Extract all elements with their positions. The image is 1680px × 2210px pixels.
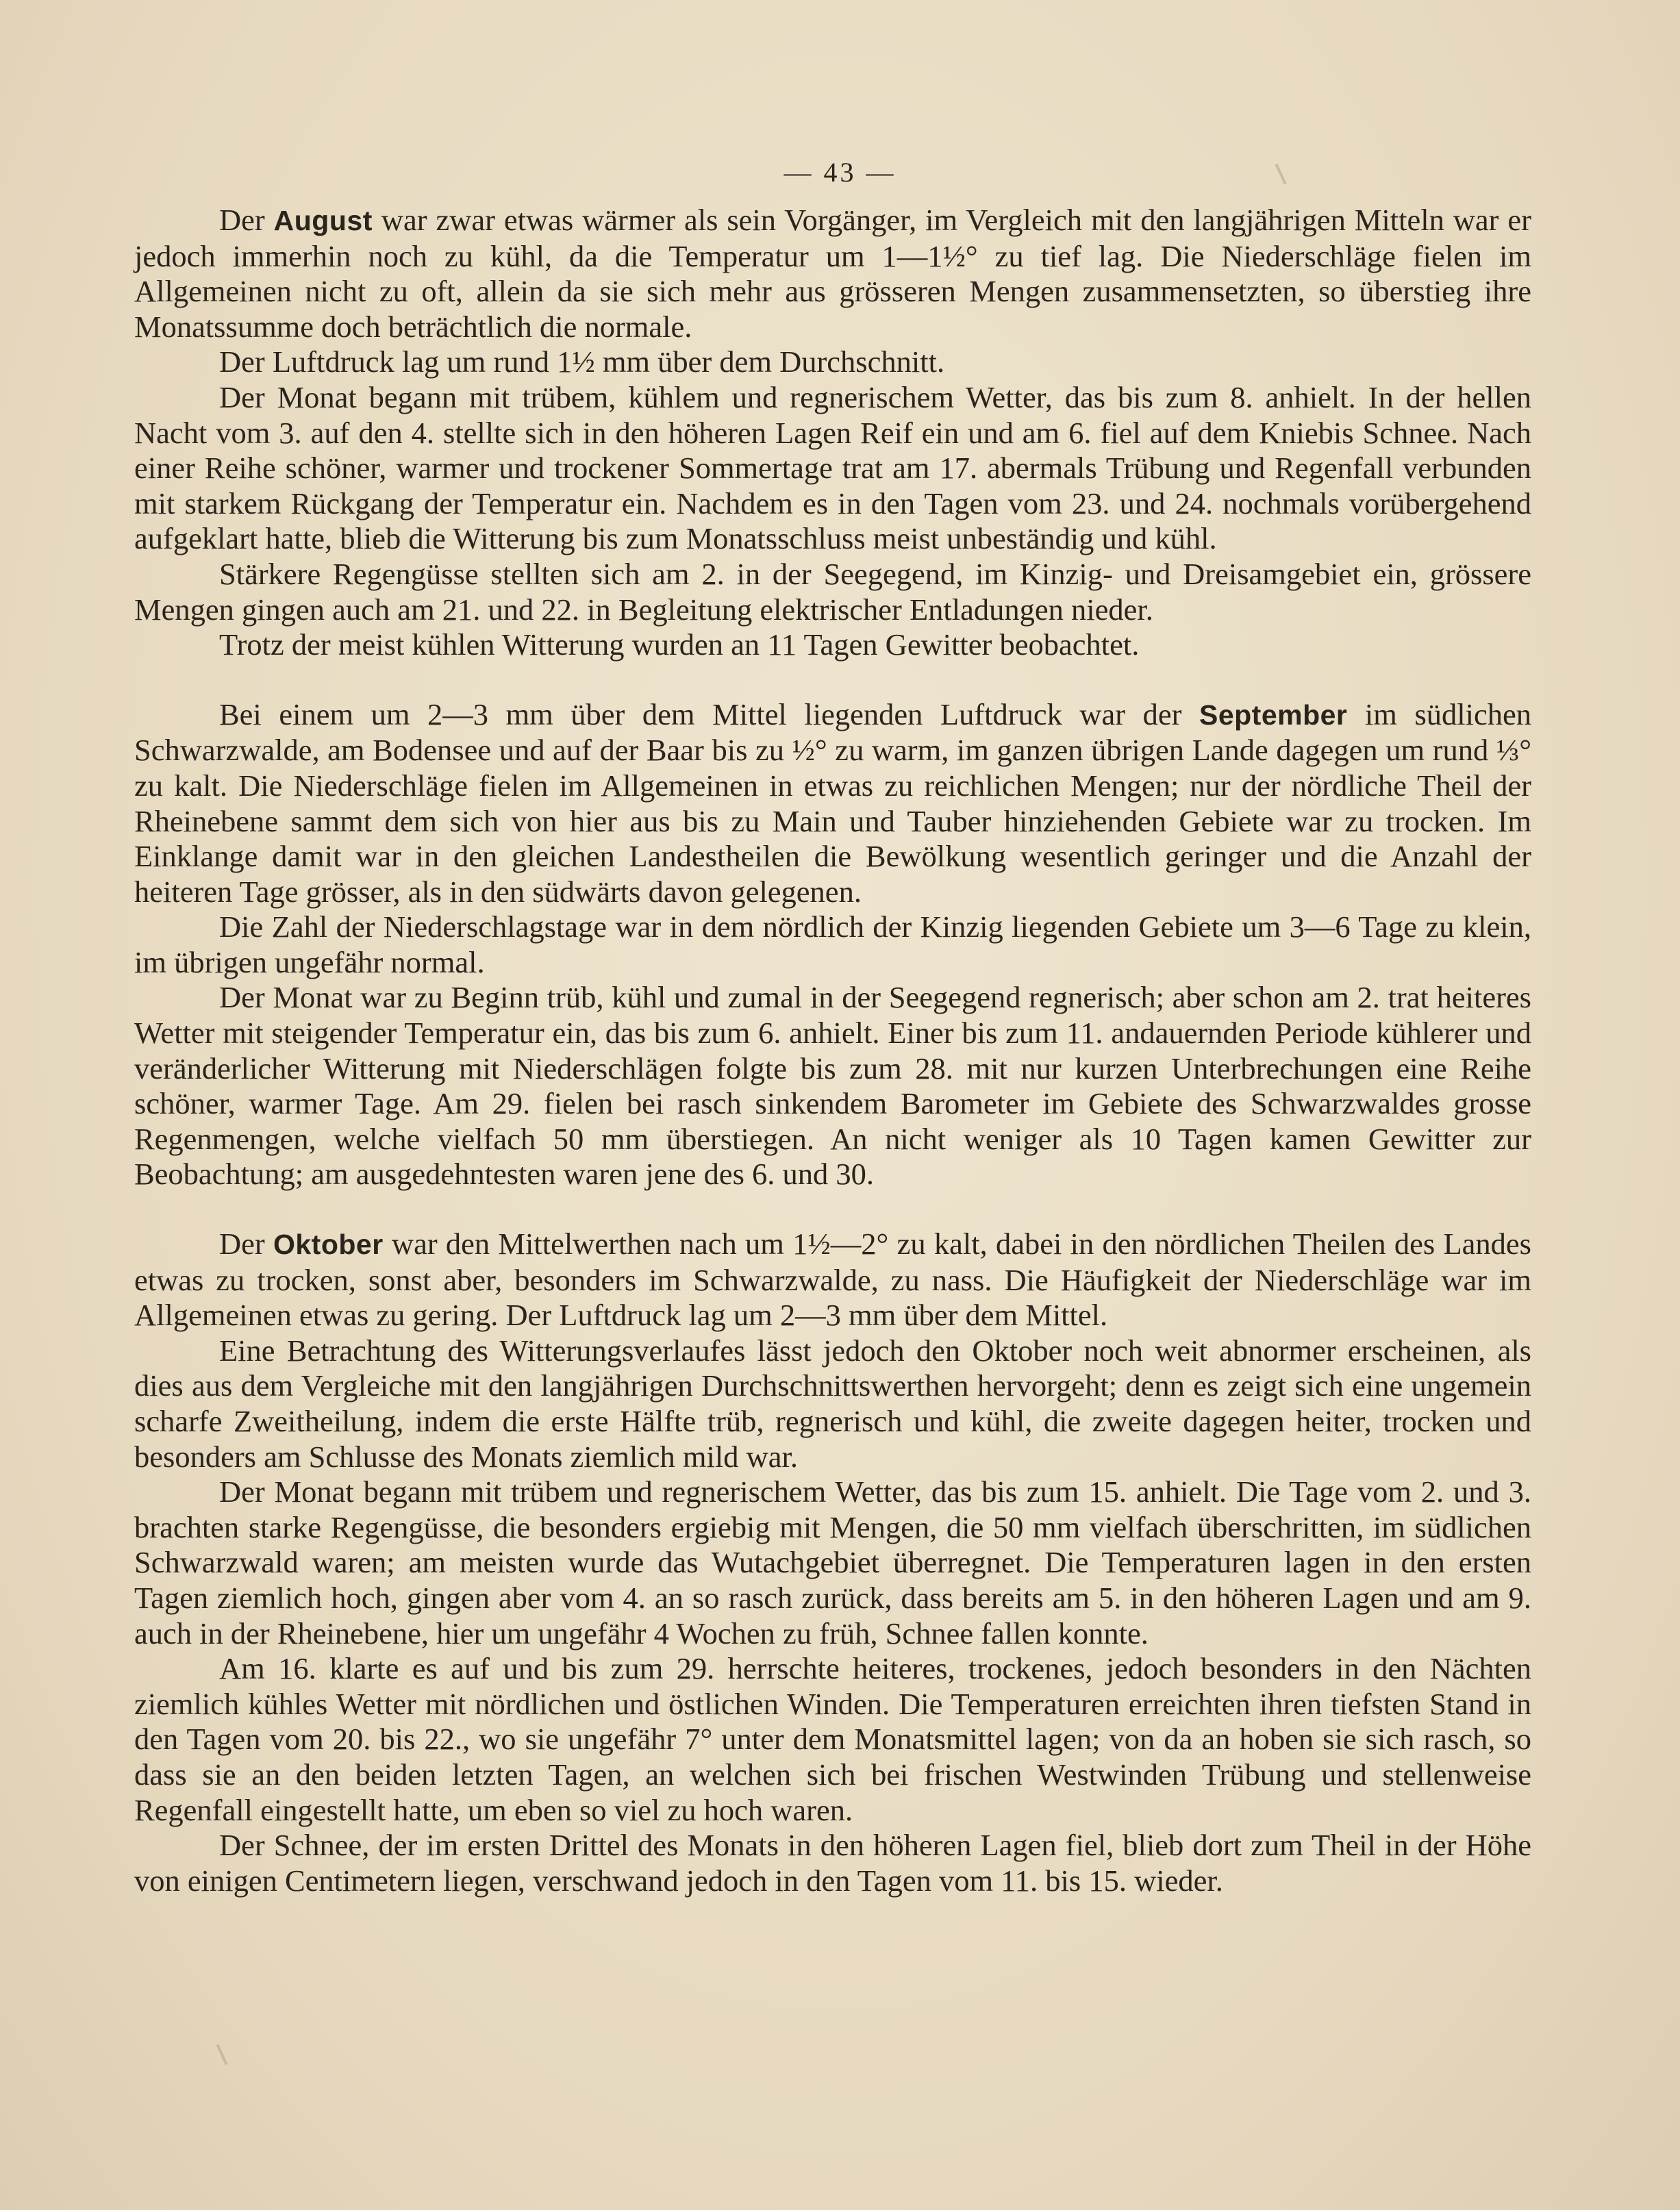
paragraph — [134, 203, 1531, 344]
text-run: im südlichen Schwarzwalde, am Bodensee und auf der Baar bis zu ½° zu warm, im ganzen übrigen Lande dagegen um rund ⅓° zu kalt. Die Niederschläge fielen im Allgemeinen in etwas zu reichlichen Mengen; nur der nördliche Theil der Rheinebene sammt dem sich von hier aus bis zu Main und Tauber hinziehenden Gebiete war zu trocken. Im Einklange damit war in den gleichen Landestheilen die Bewölkung wesentlich geringer und die Anzahl der heiteren Tage grösser, als in den südwärts davon gelegenen. — [134, 696, 1531, 909]
month-heading: Oktober — [273, 1229, 384, 1261]
text-run: war den Mittelwerthen nach um 1½—2° zu kalt, dabei in den nördlichen Theilen des Landes etwas zu trocken, sonst aber, besonders im Schwarzwalde, zu nass. Die Häufigkeit der Niederschläge war im Allgemeinen etwas zu gering. Der Luftdruck lag um 2—3 mm über dem Mittel. — [134, 1227, 1531, 1333]
text-run: Bei einem um 2—3 mm über dem Mittel liegenden Luftdruck war der — [219, 696, 1199, 731]
text-run: war zwar etwas wärmer als sein Vorgänger, im Vergleich mit den langjährigen Mitteln war er jedoch immerhin noch zu kühl, da die Temperatur um 1—1½° zu tief lag. Die Niederschläge fielen im Allgemeinen nicht zu oft, allein da sie sich mehr aus grösseren Mengen zusammensetzten, so überstieg ihre Monatssumme doch beträchtlich die normale. — [134, 203, 1531, 344]
paragraph: Der Schnee, der im ersten Drittel des Monats in den höheren Lagen fiel, blieb dort zum Theil in der Höhe von einigen Centimetern liegen, verschwand jedoch in den Tagen vom 11. bis 15. wieder. — [134, 1828, 1531, 1898]
paragraph: Am 16. klarte es auf und bis zum 29. herrschte heiteres, trockenes, jedoch besonders in den Nächten ziemlich kühles Wetter mit nördlichen und östlichen Winden. Die Temperaturen erreichten ihren tiefsten Stand in den Tagen vom 20. bis 22., wo sie ungefähr 7° unter dem Monatsmittel lagen; von da an hoben sie sich rasch, so dass sie an den beiden letzten Tagen, an welchen sich bei frischen Westwinden Trübung und stellenweise Regenfall eingestellt hatte, um eben so viel zu hoch waren. — [134, 1651, 1531, 1827]
paragraph: Der Monat begann mit trübem, kühlem und regnerischem Wetter, das bis zum 8. anhielt. In der hellen Nacht vom 3. auf den 4. stellte sich in den höheren Lagen Reif ein und am 6. fiel auf dem Kniebis Schnee. Nach einer Reihe schöner, warmer und trockener Sommertage trat am 17. abermals Trübung und Regenfall verbunden mit starkem Rückgang der Temperatur ein. Nachdem es in den Tagen vom 23. und 24. nochmals vorübergehend aufgeklart hatte, blieb die Witterung bis zum Monatsschluss meist unbeständig und kühl. — [134, 379, 1531, 556]
page-number: — 43 — — [783, 157, 897, 188]
section-august — [134, 203, 1531, 663]
text-run: Der — [219, 1227, 273, 1261]
paragraph: Die Zahl der Niederschlagstage war in dem nördlich der Kinzig liegenden Gebiete um 3—6 Tage zu klein, im übrigen ungefähr normal. — [134, 909, 1531, 979]
paragraph — [134, 697, 1531, 910]
paragraph: Trotz der meist kühlen Witterung wurden an 11 Tagen Gewitter beobachtet. — [219, 627, 1140, 662]
paragraph: Der Monat war zu Beginn trüb, kühl und zumal in der Seegegend regnerisch; aber schon am 2. trat heiteres Wetter mit steigender Temperatur ein, das bis zum 6. anhielt. Einer bis zum 11. andauernden Periode kühlerer und veränderlicher Witterung mit Niederschlägen folgte bis zum 28. mit nur kurzen Unterbrechungen eine Reihe schöner, warmer Tage. Am 29. fielen bei rasch sinkendem Barometer im Gebiete des Schwarzwaldes grosse Regenmengen, welche vielfach 50 mm überstiegen. An nicht weniger als 10 Tagen kamen Gewitter zur Beobachtung; am ausgedehntesten waren jene des 6. und 30. — [134, 980, 1531, 1192]
section-september — [134, 697, 1531, 1192]
paragraph: Der Monat begann mit trübem und regnerischem Wetter, das bis zum 15. anhielt. Die Tage vom 2. und 3. brachten starke Regengüsse, die besonders ergiebig mit Mengen, die 50 mm vielfach überschritten, im südlichen Schwarzwald waren; am meisten wurde das Wutachgebiet überregnet. Die Temperaturen lagen in den ersten Tagen ziemlich hoch, gingen aber vom 4. an so rasch zurück, dass bereits am 5. in den höheren Lagen und am 9. auch in der Rheinebene, hier um ungefähr 4 Wochen zu früh, Schnee fallen konnte. — [134, 1474, 1531, 1650]
text-run: Der — [219, 203, 274, 237]
paragraph: Eine Betrachtung des Witterungsverlaufes lässt jedoch den Oktober noch weit abnormer erscheinen, als dies aus dem Vergleiche mit den langjährigen Durchschnittswerthen hervorgeht; denn es zeigt sich eine ungemein scharfe Zweitheilung, indem die erste Hälfte trüb, regnerisch und kühl, die zweite dagegen heiter, trocken und besonders am Schlusse des Monats ziemlich mild war. — [134, 1333, 1531, 1474]
paper-mark — [216, 2044, 227, 2065]
paragraph: Der Luftdruck lag um rund 1½ mm über dem Durchschnitt. — [219, 344, 945, 379]
body-text — [134, 203, 1531, 1898]
paragraph: Stärkere Regengüsse stellten sich am 2. in der Seegegend, im Kinzig- und Dreisamgebiet ein, grössere Mengen gingen auch am 21. und 22. in Begleitung elektrischer Entladungen nieder. — [134, 556, 1531, 627]
month-heading: September — [1199, 699, 1348, 731]
section-oktober — [134, 1227, 1531, 1898]
paragraph — [134, 1227, 1531, 1333]
month-heading: August — [273, 205, 373, 236]
